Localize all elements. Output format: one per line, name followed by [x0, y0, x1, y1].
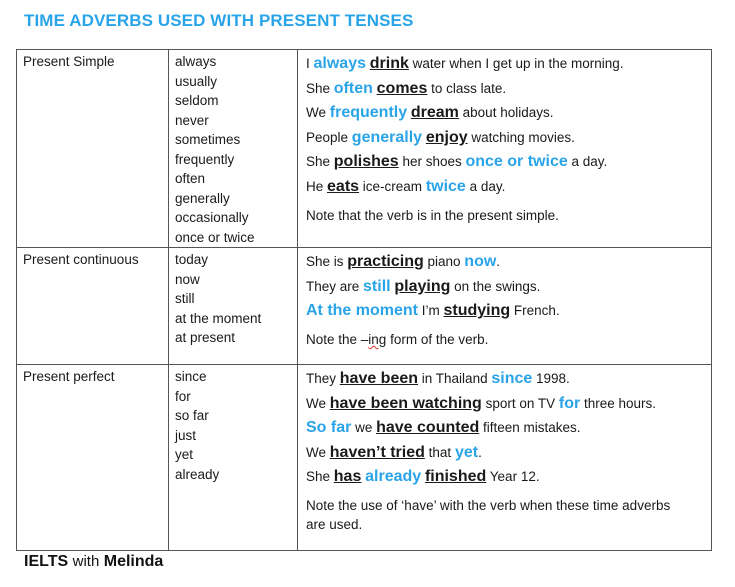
- example-sentence: [306, 175, 711, 200]
- adverb-highlight: generally: [351, 128, 423, 146]
- sentence-text: water when I get up in the morning.: [408, 56, 624, 71]
- adverb-highlight: So far: [306, 419, 352, 437]
- sentence-text: 1998.: [532, 371, 570, 386]
- table-row: [17, 50, 712, 248]
- examples-cell: [298, 365, 712, 551]
- adverb-item: still: [175, 291, 195, 306]
- adverb-highlight: now: [464, 253, 497, 270]
- verb-highlight: practicing: [347, 253, 424, 270]
- adverb-item: usually: [175, 73, 218, 89]
- tense-cell: [17, 248, 169, 365]
- tense-cell: [17, 50, 169, 248]
- tense-cell: [17, 365, 169, 551]
- footer-brand-ielts: IELTS: [24, 553, 69, 570]
- table-row: [17, 365, 712, 551]
- sentence-text: fifteen mistakes.: [479, 420, 581, 436]
- example-sentence: [306, 150, 711, 175]
- adverbs-cell: [169, 365, 298, 551]
- sentence-text: They: [306, 371, 340, 386]
- verb-highlight: eats: [327, 177, 360, 195]
- sentence-text: French.: [510, 303, 560, 319]
- adverb-item: so far: [175, 408, 209, 423]
- sentence-text: .: [478, 444, 482, 460]
- sentence-text: a day.: [465, 178, 506, 194]
- note-spellcheck-word: ing: [368, 331, 387, 347]
- example-sentence: [306, 126, 711, 151]
- tense-name: Present continuous: [23, 252, 139, 267]
- page-title: TIME ADVERBS USED WITH PRESENT TENSES: [24, 11, 414, 30]
- examples-cell: [298, 248, 712, 365]
- note-text-end: form of the verb.: [386, 331, 489, 347]
- sentence-text: that: [424, 444, 455, 460]
- adverb-highlight: since: [491, 370, 533, 387]
- verb-highlight: dream: [410, 104, 459, 122]
- sentence-text: piano: [423, 254, 465, 269]
- adverb-item: at present: [175, 330, 236, 345]
- adverb-highlight: At the moment: [306, 302, 418, 320]
- example-sentence: [306, 299, 711, 324]
- sentence-text: She: [306, 469, 334, 485]
- adverb-item: once or twice: [175, 229, 255, 245]
- sentence-text: I: [306, 56, 314, 71]
- adverb-highlight: still: [363, 277, 391, 295]
- adverb-item: yet: [175, 447, 194, 462]
- example-sentence: [306, 275, 711, 300]
- example-sentence: [306, 416, 711, 441]
- sentence-text: I’m: [418, 303, 444, 319]
- sentence-text: People: [306, 129, 352, 145]
- verb-highlight: polishes: [333, 153, 399, 171]
- sentence-text: Year 12.: [486, 469, 540, 485]
- sentence-text: He: [306, 178, 328, 194]
- note-text: Note the use of ‘have’ with the verb when these time adverbs are used.: [306, 497, 671, 532]
- adverb-item: never: [175, 112, 209, 128]
- example-sentence: [306, 101, 711, 126]
- verb-highlight: drink: [369, 55, 409, 72]
- adverb-highlight: already: [365, 468, 422, 486]
- adverb-item: often: [175, 171, 206, 186]
- adverb-item: already: [175, 466, 220, 482]
- examples-cell: [298, 50, 712, 248]
- verb-highlight: have counted: [376, 419, 480, 437]
- verb-highlight: playing: [394, 277, 451, 295]
- footer-brand-with: with: [72, 553, 100, 570]
- sentence-text: She is: [306, 254, 348, 269]
- sentence-text: three hours.: [580, 395, 656, 411]
- verb-highlight: haven’t tried: [329, 443, 425, 461]
- verb-highlight: enjoy: [425, 128, 468, 146]
- sentence-text: in Thailand: [418, 371, 492, 386]
- sentence-text: sport on TV: [481, 395, 559, 411]
- adverb-highlight: for: [558, 394, 581, 412]
- usage-note: [306, 330, 711, 349]
- sentence-text: She: [306, 154, 334, 170]
- tense-table: [16, 49, 712, 551]
- adverb-item: occasionally: [175, 210, 249, 225]
- table-row: [17, 248, 712, 365]
- verb-highlight: have been: [339, 370, 419, 387]
- sentence-text: ice-cream: [359, 178, 426, 194]
- example-sentence: [306, 367, 711, 392]
- sentence-text: watching movies.: [467, 129, 575, 145]
- adverb-item: for: [175, 388, 191, 404]
- tense-name: Present Simple: [23, 54, 115, 69]
- example-sentence: [306, 250, 711, 275]
- example-sentence: [306, 465, 711, 490]
- verb-highlight: have been watching: [329, 394, 482, 412]
- adverb-highlight: always: [313, 55, 366, 72]
- sentence-text: We: [306, 395, 330, 411]
- adverb-item: generally: [175, 190, 230, 206]
- sentence-text: her shoes: [398, 154, 466, 170]
- adverb-item: sometimes: [175, 132, 241, 147]
- note-text: Note the –: [306, 331, 369, 347]
- example-sentence: [306, 441, 711, 466]
- sentence-text: She: [306, 80, 334, 96]
- adverb-item: since: [175, 369, 207, 384]
- adverbs-cell: [169, 248, 298, 365]
- adverb-item: always: [175, 54, 217, 69]
- adverb-item: today: [175, 252, 209, 267]
- sentence-text: on the swings.: [450, 278, 541, 294]
- sentence-text: a day.: [567, 154, 608, 170]
- adverb-highlight: twice: [425, 177, 466, 195]
- example-sentence: [306, 77, 711, 102]
- adverb-item: at the moment: [175, 310, 262, 326]
- tense-name: Present perfect: [23, 369, 115, 384]
- adverb-highlight: yet: [454, 443, 479, 461]
- note-text: Note that the verb is in the present simple.: [306, 207, 559, 223]
- adverb-highlight: frequently: [329, 104, 408, 122]
- sentence-text: about holidays.: [458, 105, 554, 121]
- verb-highlight: has: [333, 468, 362, 486]
- sentence-text: We: [306, 444, 330, 460]
- adverb-item: now: [175, 271, 200, 287]
- sentence-text: We: [306, 105, 330, 121]
- adverb-item: seldom: [175, 93, 219, 108]
- example-sentence: [306, 392, 711, 417]
- adverbs-cell: [169, 50, 298, 248]
- verb-highlight: finished: [424, 468, 487, 486]
- sentence-text: .: [496, 254, 501, 269]
- usage-note: [306, 206, 711, 225]
- sentence-text: we: [351, 420, 377, 436]
- footer-brand: [24, 553, 163, 571]
- footer-brand-name: Melinda: [103, 553, 164, 570]
- adverb-item: just: [175, 427, 197, 443]
- verb-highlight: studying: [443, 302, 511, 320]
- example-sentence: [306, 52, 711, 77]
- adverb-highlight: once or twice: [465, 153, 568, 171]
- sentence-text: to class late.: [427, 80, 507, 96]
- adverb-item: frequently: [175, 151, 235, 167]
- adverb-highlight: often: [333, 79, 373, 97]
- usage-note: [306, 496, 711, 534]
- sentence-text: They are: [306, 278, 364, 294]
- verb-highlight: comes: [376, 79, 428, 97]
